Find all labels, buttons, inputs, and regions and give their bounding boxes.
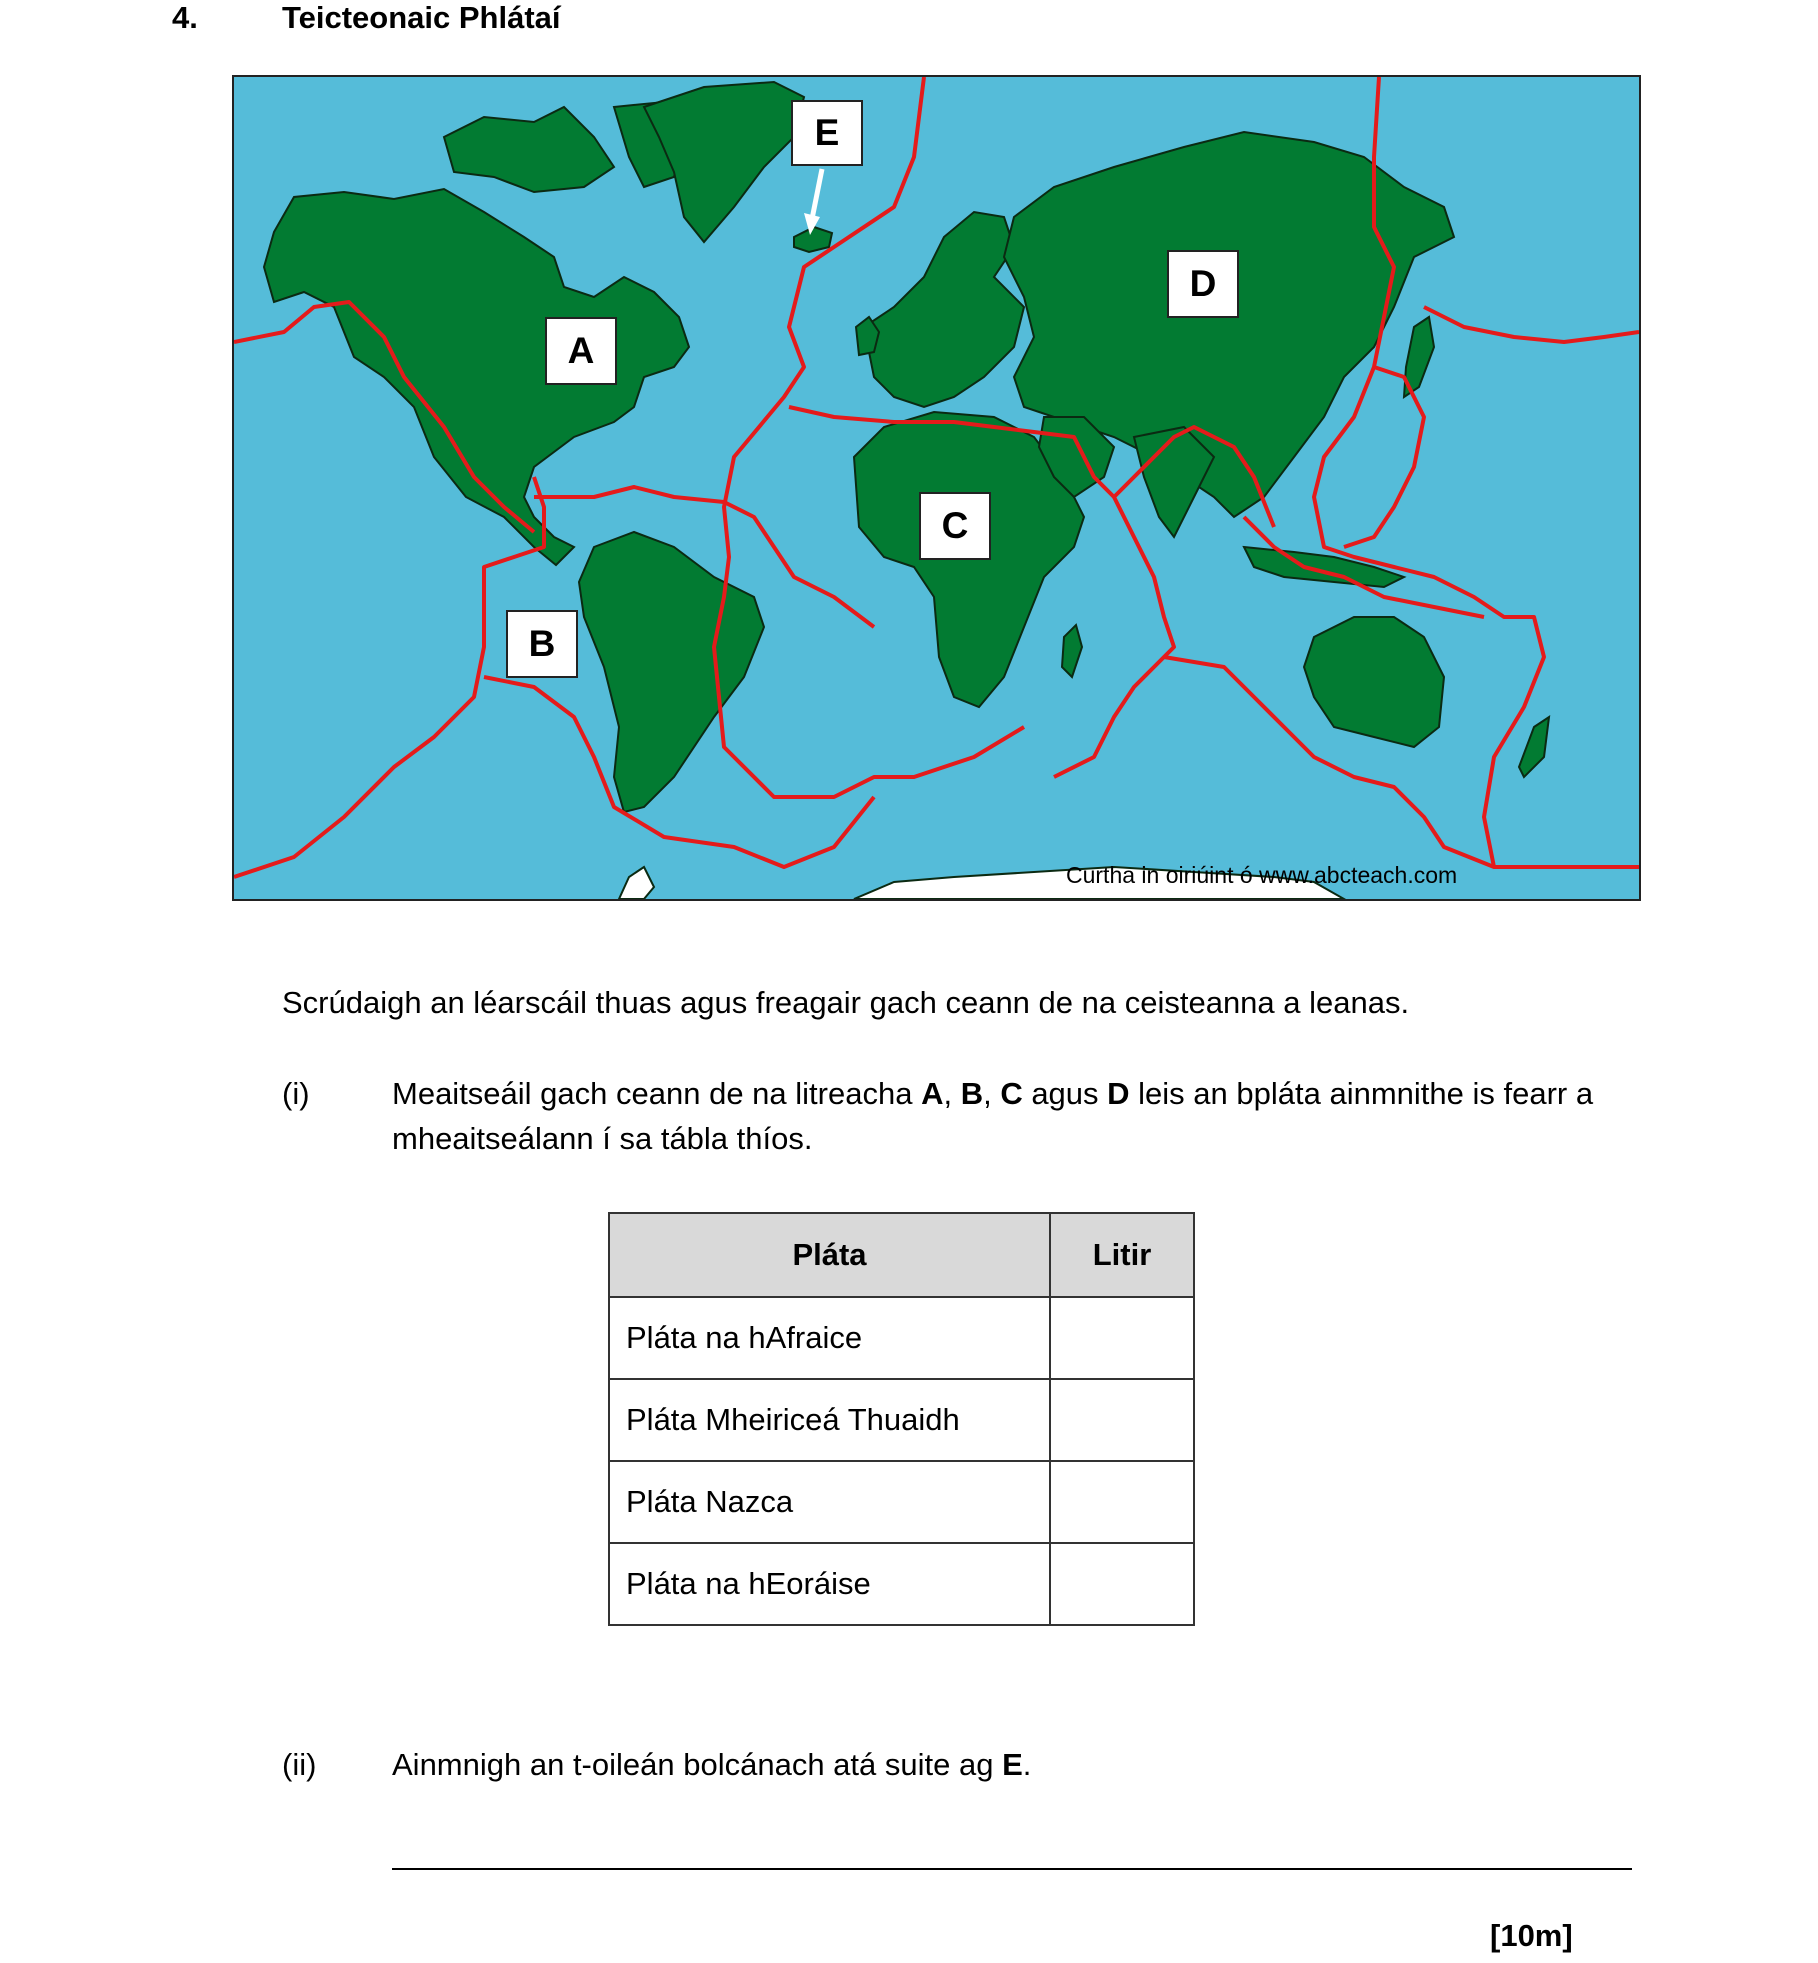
part-i-text-2: leis an bpláta ainmnithe is fearr a mheaitseálann í sa tábla thíos.: [392, 1076, 1594, 1156]
row-plate-name: Pláta Mheiriceá Thuaidh: [609, 1379, 1050, 1461]
map-label-d: D: [1167, 250, 1239, 318]
answer-line[interactable]: [392, 1868, 1632, 1870]
table-row: [609, 1297, 1194, 1379]
row-letter-cell[interactable]: [1050, 1297, 1194, 1379]
row-plate-name: Pláta Nazca: [609, 1461, 1050, 1543]
header-plata: Pláta: [609, 1213, 1050, 1297]
part-i-marker: (i): [282, 1076, 310, 1111]
map-credit: Curtha in oiriúint ó www.abcteach.com: [1066, 862, 1458, 888]
world-map: [232, 75, 1641, 901]
map-label-c: C: [919, 492, 991, 560]
instruction-text: Scrúdaigh an léarscáil thuas agus freagair gach ceann de na ceisteanna a leanas.: [282, 985, 1410, 1020]
row-letter-cell[interactable]: [1050, 1379, 1194, 1461]
row-letter-cell[interactable]: [1050, 1461, 1194, 1543]
part-ii-marker: (ii): [282, 1747, 317, 1782]
table-header-row: [609, 1213, 1194, 1297]
question-number: 4.: [172, 0, 198, 35]
plate-table: [608, 1212, 1195, 1626]
map-label-e: E: [791, 100, 863, 166]
map-label-b: B: [506, 610, 578, 678]
part-i-letter-c: C: [1000, 1076, 1023, 1111]
map-label-a: A: [545, 317, 617, 385]
row-plate-name: Pláta na hAfraice: [609, 1297, 1050, 1379]
table-row: [609, 1543, 1194, 1625]
part-i-letter-a: A: [921, 1076, 944, 1111]
part-i-sep-2: ,: [983, 1076, 1001, 1111]
header-litir: Litir: [1050, 1213, 1194, 1297]
part-ii-letter-e: E: [1002, 1747, 1023, 1782]
part-i-letter-b: B: [960, 1076, 984, 1111]
part-i-sep-3: agus: [1022, 1076, 1108, 1111]
part-ii-text-1: Ainmnigh an t-oileán bolcánach atá suite ag: [392, 1747, 1003, 1782]
part-i-text-1: Meaitseáil gach ceann de na litreacha: [392, 1076, 922, 1111]
part-ii-question: [392, 1742, 1031, 1787]
table-row: [609, 1461, 1194, 1543]
part-i-letter-d: D: [1107, 1076, 1130, 1111]
table-row: [609, 1379, 1194, 1461]
row-letter-cell[interactable]: [1050, 1543, 1194, 1625]
map-canvas: [234, 77, 1639, 899]
part-i-question: [392, 1071, 1642, 1161]
part-i-sep-1: ,: [943, 1076, 961, 1111]
part-ii-text-2: .: [1022, 1747, 1032, 1782]
question-title: Teicteonaic Phlátaí: [282, 0, 561, 35]
row-plate-name: Pláta na hEoráise: [609, 1543, 1050, 1625]
marks-total: [10m]: [1490, 1918, 1573, 1953]
